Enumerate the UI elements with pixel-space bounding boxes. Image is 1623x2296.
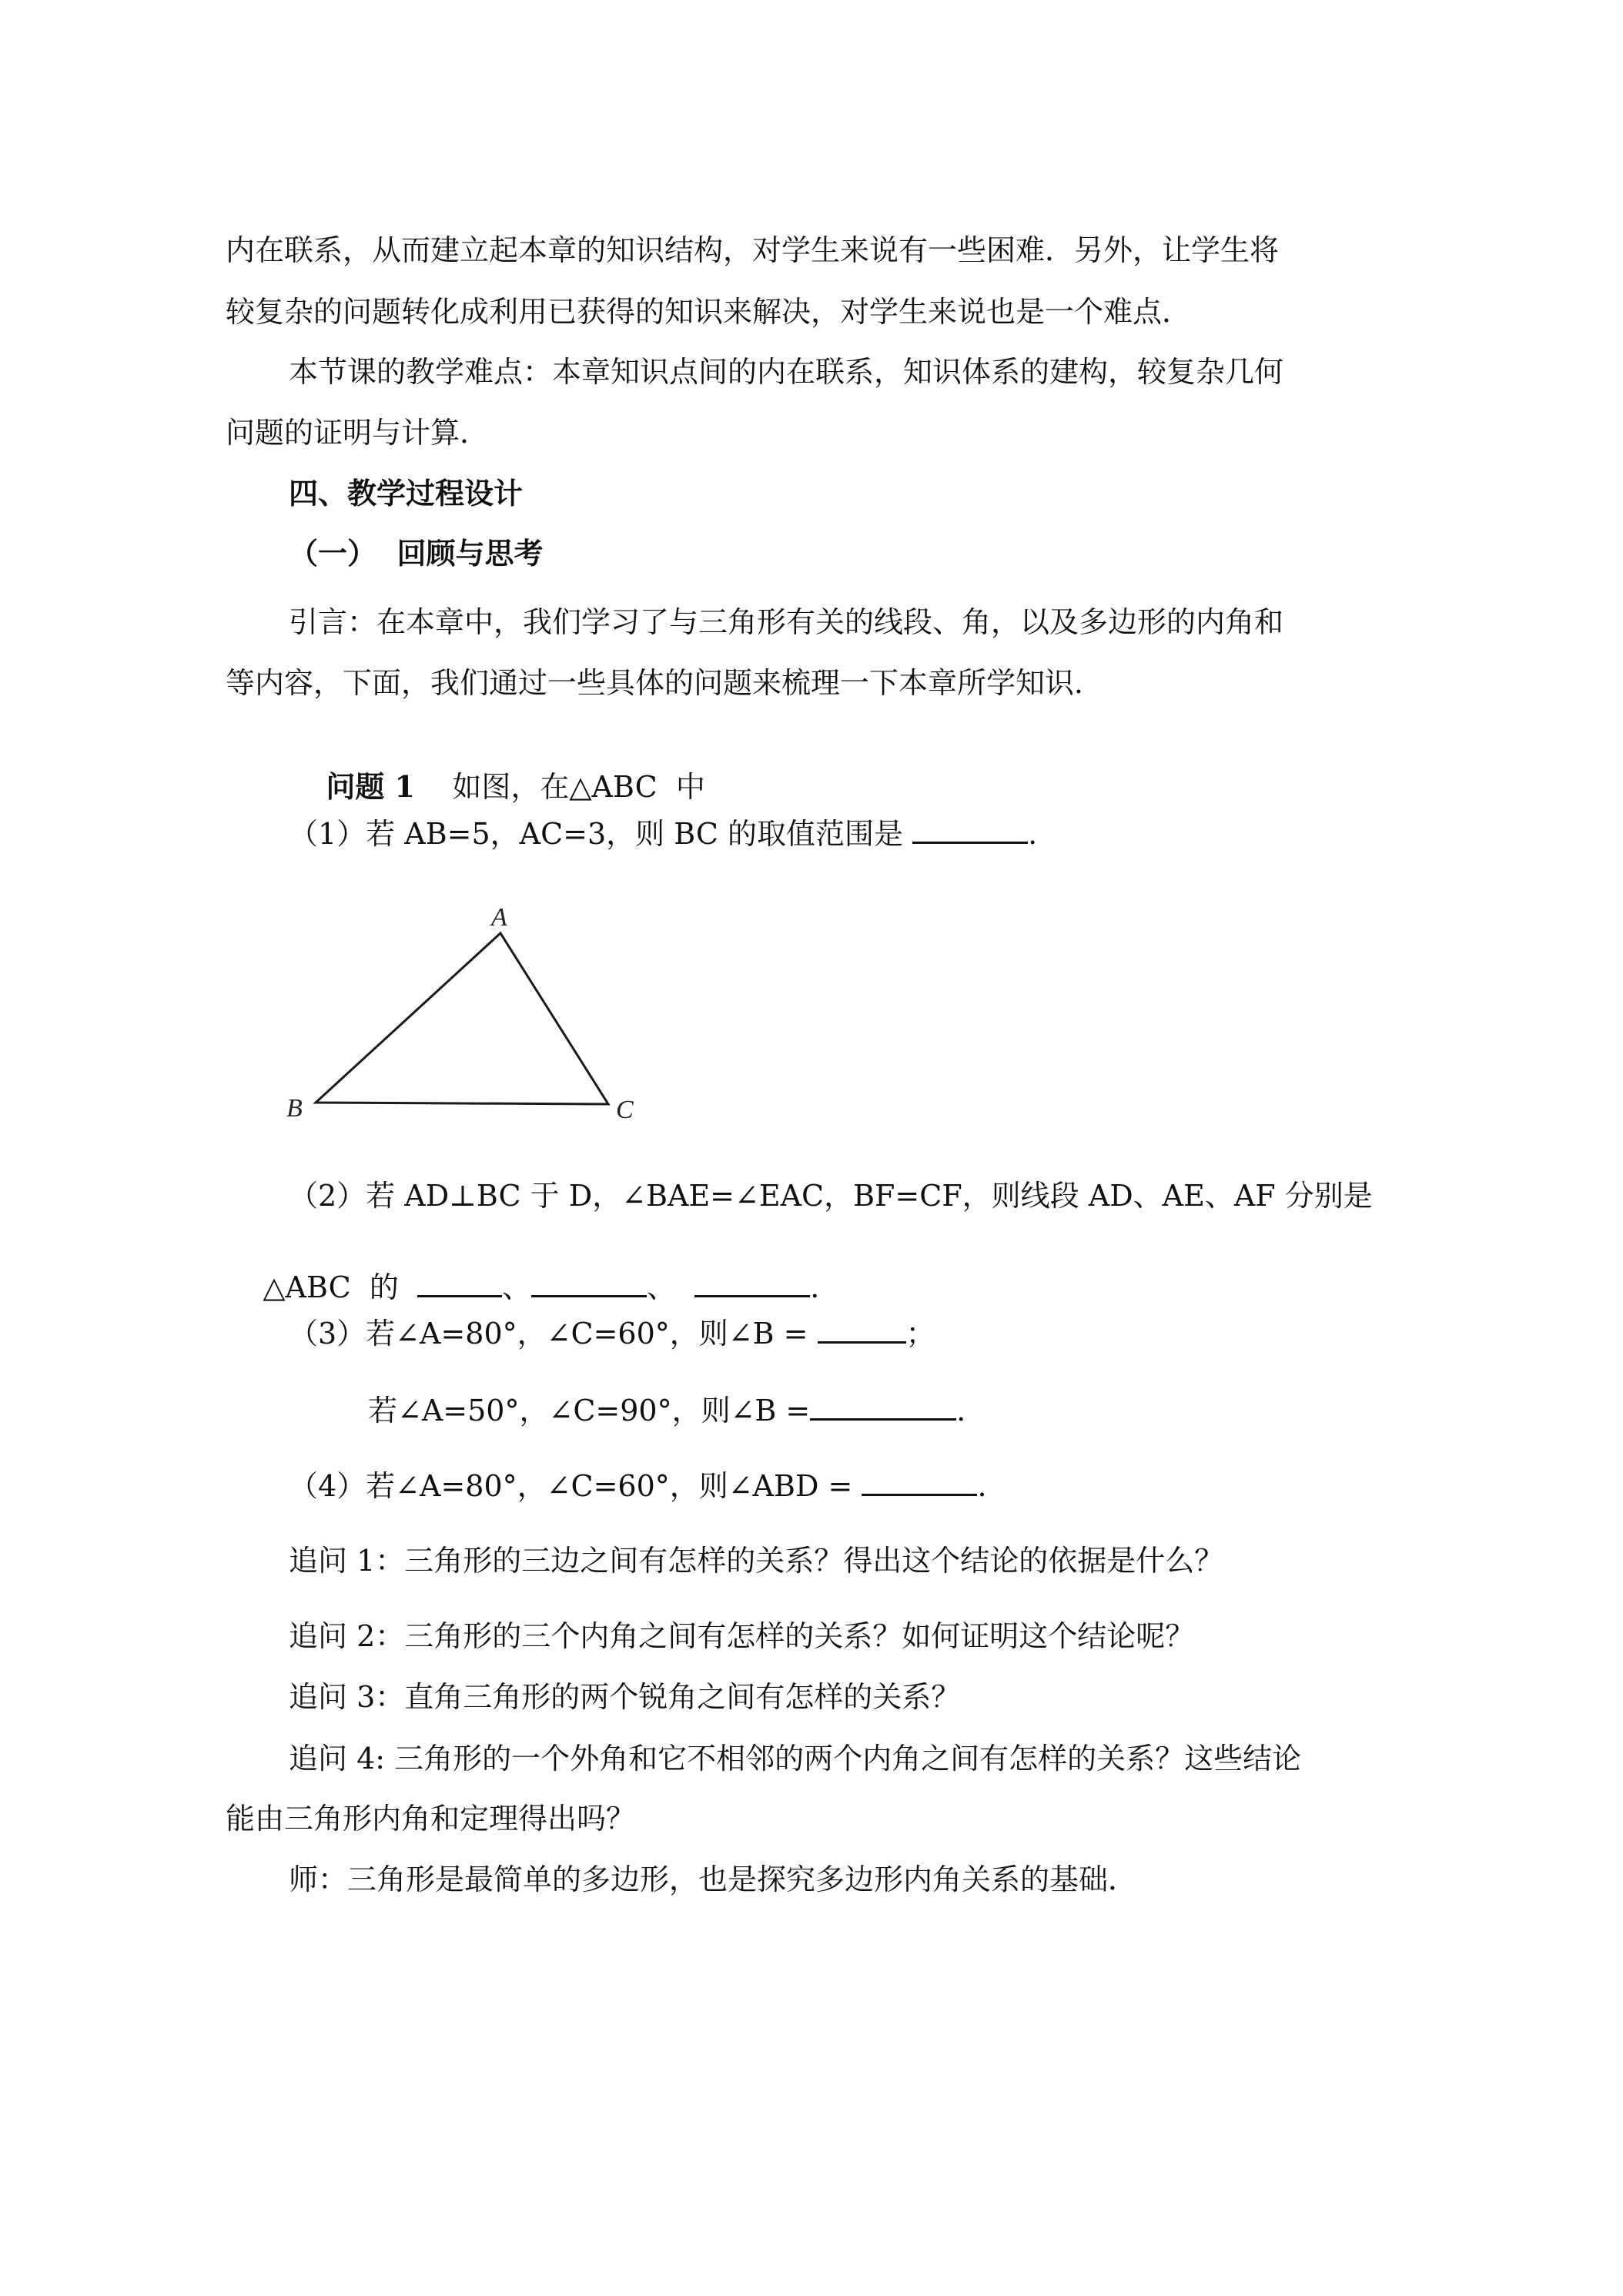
teacher-remark: 师：三角形是最简单的多边形，也是探究多边形内角关系的基础． (289, 1863, 1138, 1896)
part3-blank-2[interactable] (810, 1395, 956, 1421)
part2-end: . (810, 1270, 820, 1304)
triangle-abc-figure (277, 901, 678, 1132)
subsection-heading: （一） 回顾与思考 (289, 536, 544, 571)
part4-end: . (977, 1469, 987, 1503)
problem1-part1 (289, 817, 1038, 851)
part3-line-1 (289, 1318, 935, 1348)
part3-line2-end: . (956, 1394, 966, 1427)
intro-line-2: 较复杂的问题转化成利用已获得的知识来解决，对学生来说也是一个难点． (226, 295, 1192, 329)
part3-line-2 (368, 1395, 965, 1425)
followup-4-line-1: 追问 4: 三角形的一个外角和它不相邻的两个内角之间有怎样的关系？这些结论 (289, 1742, 1302, 1776)
vertex-c-label: C (616, 1096, 634, 1124)
followup-1: 追问 1：三角形的三边之间有怎样的关系？得出这个结论的依据是什么？ (289, 1544, 1224, 1578)
part3-line1-end: ； (905, 1317, 935, 1350)
part1-text: （1）若 AB=5，AC=3，则 BC 的取值范围是 (289, 817, 904, 851)
part3-blank-1[interactable] (818, 1318, 906, 1344)
problem1-label: 问题 1 (326, 769, 415, 804)
lead-line-2: 等内容，下面，我们通过一些具体的问题来梳理一下本章所学知识． (226, 666, 1104, 700)
followup-4-line-2: 能由三角形内角和定理得出吗？ (226, 1802, 636, 1836)
part2-sep1: 、 (502, 1270, 532, 1304)
part1-answer-blank[interactable] (912, 818, 1028, 844)
part4-text: （4）若∠A=80°，∠C=60°，则∠ABD = (289, 1469, 853, 1503)
difficulty-line-1: 本节课的教学难点：本章知识点间的内在联系，知识体系的建构，较复杂几何 (289, 355, 1284, 389)
part2-blank-af[interactable] (694, 1272, 810, 1297)
vertex-b-label: B (286, 1094, 303, 1123)
part4-line (289, 1471, 987, 1501)
followup-2: 追问 2：三角形的三个内角之间有怎样的关系？如何证明这个结论呢？ (289, 1619, 1195, 1653)
part2-sep2: 、 (647, 1270, 677, 1304)
part2-line2-start: △ABC 的 (263, 1270, 399, 1304)
triangle-abc-shape (316, 933, 608, 1104)
part3-line2-text: 若∠A=50°，∠C=90°，则∠B = (368, 1394, 811, 1427)
part3-line1-text: （3）若∠A=80°，∠C=60°，则∠B = (289, 1317, 808, 1350)
part1-end: . (1028, 817, 1038, 851)
section-heading: 四、教学过程设计 (289, 476, 524, 510)
part2-line-1: （2）若 AD⊥BC 于 D，∠BAE=∠EAC，BF=CF，则线段 AD、AE、AF 分别是 (289, 1179, 1373, 1213)
vertex-a-label: A (491, 903, 507, 932)
part2-blank-ae[interactable] (531, 1272, 647, 1297)
followup-3: 追问 3：直角三角形的两个锐角之间有怎样的关系？ (289, 1680, 961, 1714)
difficulty-line-2: 问题的证明与计算． (226, 416, 490, 450)
part2-blank-ad[interactable] (417, 1272, 502, 1297)
intro-line-1: 内在联系，从而建立起本章的知识结构，对学生来说有一些困难．另外，让学生将 (226, 233, 1280, 267)
lead-line-1: 引言：在本章中，我们学习了与三角形有关的线段、角，以及多边形的内角和 (289, 605, 1284, 639)
part4-blank[interactable] (862, 1471, 977, 1496)
problem1-text: 如图，在△ABC 中 (452, 770, 705, 804)
